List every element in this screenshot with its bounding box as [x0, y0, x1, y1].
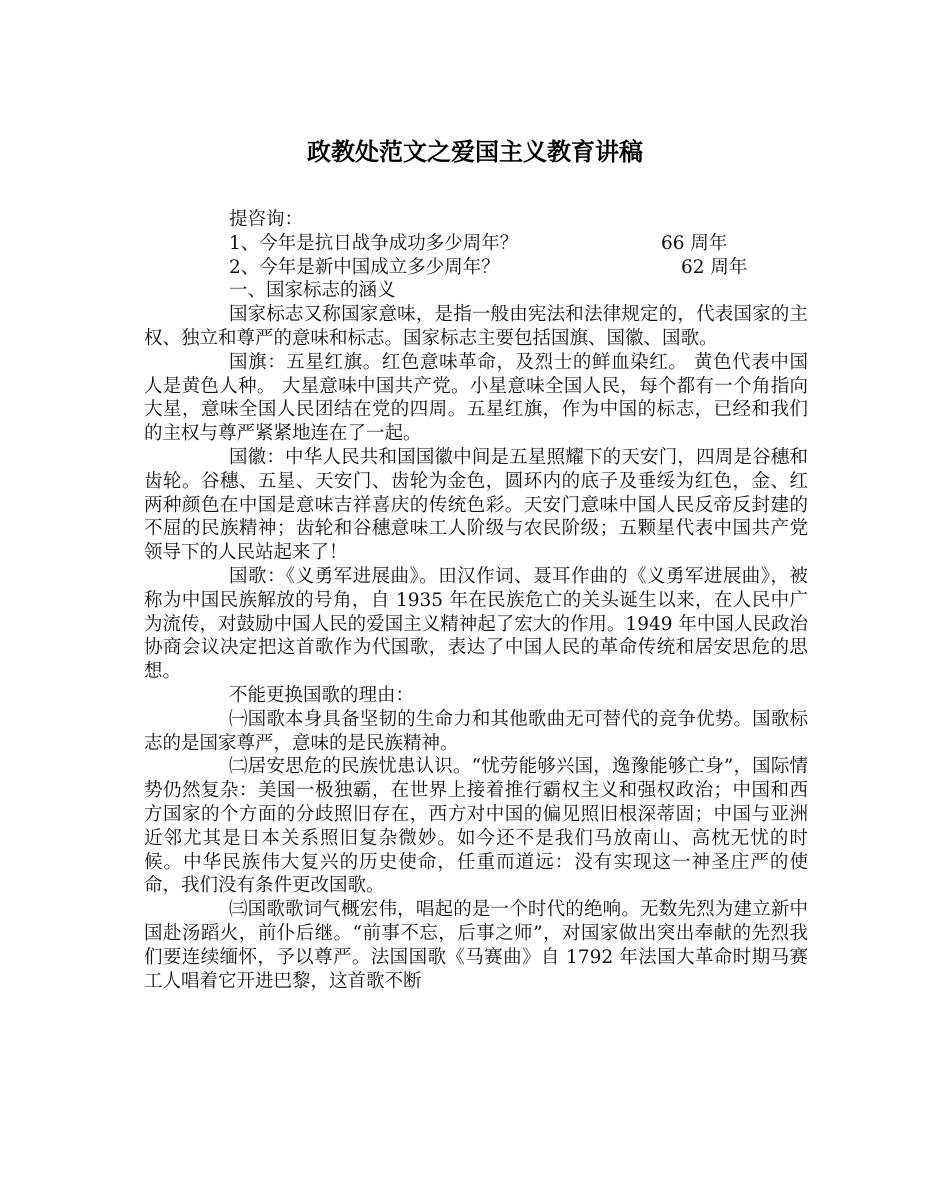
question-line-1: [144, 232, 808, 256]
question-text: 1、今年是抗日战争成功多少周年？: [229, 232, 519, 254]
paragraph-reason-3: ㈢国歌歌词气概宏伟，唱起的是一个时代的绝响。无数先烈为建立新中国赴汤蹈火，前仆后继。“前事不忘，后事之师”，对国家做出突出奉献的先烈我们要连续缅怀，予以尊严。法国国歌《马赛曲》自 1792 年法国大革命时期马赛工人唱着它开进巴黎，这首歌不断: [144, 899, 808, 992]
paragraph-reason-2: ㈡居安思危的民族忧患认识。“忧劳能够兴国，逸豫能够亡身”，国际情势仍然复杂：美国一极独霸，在世界上接着推行霸权主义和强权政治；中国和西方国家的个方面的分歧照旧存在，西方对中国的偏见照旧根深蒂固；中国与亚洲近邻尤其是日本关系照旧复杂微妙。如今还不是我们马放南山、高枕无忧的时候。中华民族伟大复兴的历史使命，任重而道远：没有实现这一神圣庄严的使命，我们没有条件更改国歌。: [144, 756, 808, 897]
paragraph-reasons-heading: 不能更换国歌的理由：: [229, 684, 415, 706]
question-answer: 66 周年: [661, 232, 728, 254]
prompt-label: 提咨询：: [229, 209, 304, 230]
paragraph-reason-1: ㈠国歌本身具备坚韧的生命力和其他歌曲无可替代的竞争优势。国歌标志的是国家尊严，意味的是民族精神。: [144, 708, 808, 754]
document-body: [144, 208, 808, 993]
paragraph-national-symbols: 国家标志又称国家意味，是指一般由宪法和法律规定的，代表国家的主权、独立和尊严的意味和标志。国家标志主要包括国旗、国徽、国歌。: [144, 304, 808, 349]
question-line-2: [144, 256, 808, 280]
question-answer: 62 周年: [681, 256, 748, 278]
paragraph-national-flag: 国旗：五星红旗。红色意味革命，及烈士的鲜血染红。 黄色代表中国人是黄色人种。 大星意味中国共产党。小星意味全国人民，每个都有一个角指向大星，意味全国人民团结在党的四周。五星红旗，作为中国的标志，已经和我们的主权与尊严紧紧地连在了一起。: [144, 351, 808, 445]
paragraph-national-anthem: 国歌：《义勇军进展曲》。田汉作词、聂耳作曲的《义勇军进展曲》，被称为中国民族解放的号角，自 1935 年在民族危亡的关头诞生以来，在人民中广为流传，对鼓励中国人民的爱国主义精神起了宏大的作用。1949 年中国人民政治协商会议决定把这首歌作为代国歌，表达了中国人民的革命传统和居安思危的思想。: [144, 565, 808, 683]
question-text: 2、今年是新中国成立多少周年？: [229, 256, 500, 278]
paragraph-national-emblem: 国徽：中华人民共和国国徽中间是五星照耀下的天安门，四周是谷穗和齿轮。谷穗、五星、天安门、齿轮为金色，圆环内的底子及垂绥为红色，金、红两种颜色在中国是意味吉祥喜庆的传统色彩。天安门意味中国人民反帝反封建的不屈的民族精神；齿轮和谷穗意味工人阶级与农民阶级；五颗星代表中国共产党领导下的人民站起来了！: [144, 446, 808, 564]
section-heading: 一、国家标志的涵义: [229, 280, 396, 302]
document-title: 政教处范文之爱国主义教育讲稿: [307, 137, 643, 166]
